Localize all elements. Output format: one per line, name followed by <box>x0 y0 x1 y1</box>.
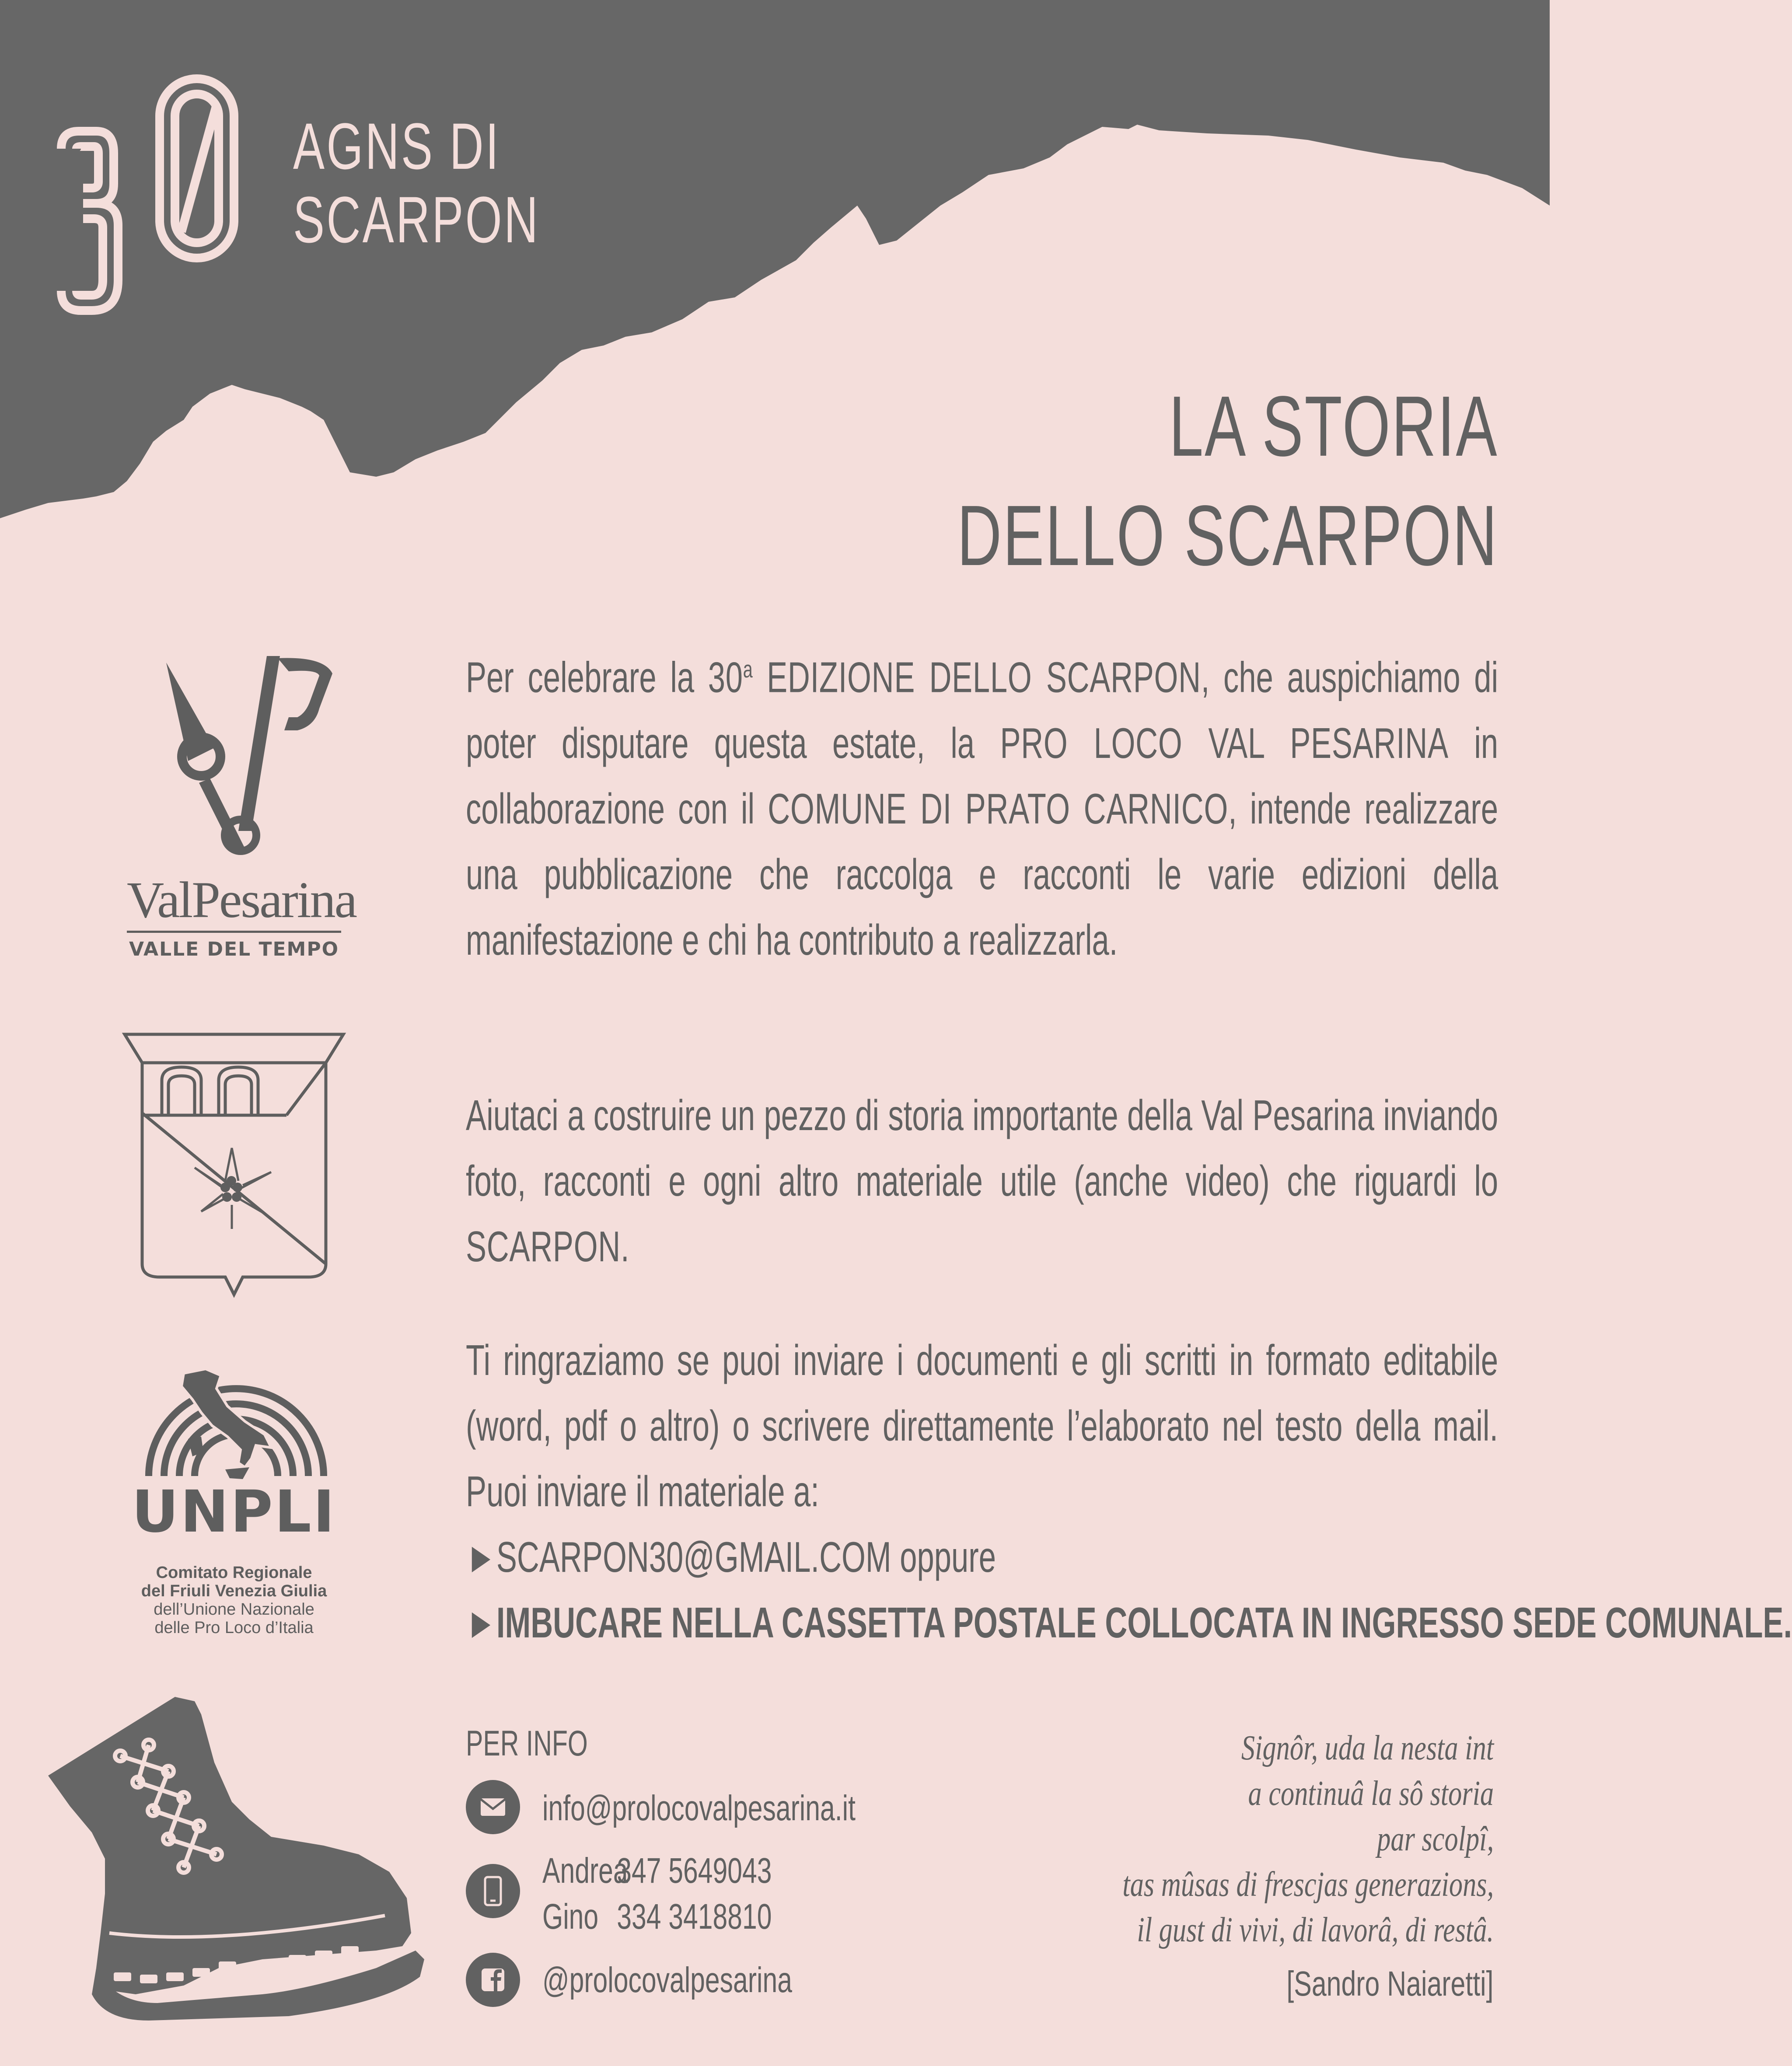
logo-line-2: SCARPON <box>293 183 540 256</box>
unpli-sub-line: del Friuli Venezia Giulia <box>141 1582 327 1600</box>
scarpon-name: SCARPON <box>466 1222 621 1270</box>
info-heading: PER INFO <box>466 1724 588 1763</box>
info-email-link[interactable]: info@prolocovalpesarina.it <box>542 1788 856 1828</box>
contact-phone[interactable]: 347 5649043 <box>617 1851 772 1891</box>
email-suffix: oppure <box>891 1533 996 1581</box>
edition-number: 30 <box>708 653 743 701</box>
bullet-marker: ► <box>466 1598 496 1647</box>
proloco-name: PRO LOCO VAL PESARINA <box>1000 719 1449 767</box>
unpli-italy-rainbow-logo <box>140 1365 332 1483</box>
contact-name: Gino <box>542 1897 599 1937</box>
logo-tagline <box>293 109 540 256</box>
poem-quote <box>1122 1725 1494 1953</box>
quote-line: a continuâ la sô storia <box>1248 1774 1494 1813</box>
bullet-marker: ► <box>466 1533 496 1581</box>
thanks-paragraph: Ti ringraziamo se puoi inviare i documenti e gli scritti in formato editabile (word, pdf o altro) o scrivere direttamente l’elaborato nel testo della mail. Puoi inviare il materiale a: <box>466 1336 1499 1515</box>
valpesarina-divider <box>127 931 341 933</box>
help-paragraph <box>466 1082 1498 1279</box>
email-bullet <box>466 1524 996 1590</box>
edition-superscript: a <box>743 656 753 683</box>
edition-label: EDIZIONE DELLO SCARPON <box>752 653 1201 701</box>
logo-line-1: AGNS DI <box>293 109 501 183</box>
valpesarina-tagline: VALLE DEL TEMPO <box>129 938 339 960</box>
page-title <box>957 372 1498 590</box>
contacts-list <box>542 1848 772 1940</box>
title-line-2: DELLO SCARPON <box>957 488 1498 583</box>
facebook-icon <box>466 1953 520 2007</box>
valpesarina-wordmark: ValPesarina <box>127 871 356 928</box>
quote-line: par scolpî, <box>1377 1820 1494 1858</box>
help-text-end: . <box>620 1222 629 1270</box>
mountain-boot-illustration <box>44 1688 429 2021</box>
prato-carnico-coat-of-arms <box>120 1032 348 1303</box>
quote-line: tas mûsas di frescjas generazions, <box>1122 1865 1494 1904</box>
facebook-handle-link[interactable]: @prolocovalpesarina <box>542 1960 792 2000</box>
quote-author: [Sandro Naiaretti] <box>1286 1964 1494 2003</box>
intro-text-2: , che auspichiamo di poter disputare questa estate, la <box>466 653 1499 767</box>
contact-phone[interactable]: 334 3418810 <box>617 1897 772 1937</box>
submission-email-link[interactable]: SCARPON30@GMAIL.COM <box>496 1533 891 1581</box>
unpli-subtitle <box>131 1563 337 1637</box>
title-line-1: LA STORIA <box>1169 378 1498 474</box>
intro-paragraph <box>466 636 1498 973</box>
intro-text-1: Per celebrare la <box>466 653 708 701</box>
envelope-icon <box>466 1780 520 1834</box>
mailbox-bullet <box>466 1590 1792 1655</box>
unpli-wordmark: UNPLI <box>132 1478 336 1546</box>
valpesarina-compass-logo <box>157 647 341 866</box>
unpli-sub-line: dell’Unione Nazionale <box>154 1600 314 1619</box>
comune-name: COMUNE DI PRATO CARNICO <box>768 784 1229 833</box>
help-text: Aiutaci a costruire un pezzo di storia importante della Val Pesarina inviando foto, racconti e ogni altro materiale utile (anche video) che riguardi lo <box>466 1091 1499 1205</box>
mailbox-instruction: IMBUCARE NELLA CASSETTA POSTALE COLLOCATA IN INGRESSO SEDE COMUNALE. <box>496 1598 1792 1647</box>
quote-line: il gust di vivi, di lavorâ, di restâ. <box>1137 1911 1494 1949</box>
unpli-sub-line: delle Pro Loco d’Italia <box>154 1619 314 1637</box>
intro-text-4: , intende realizzare una pubblicazione che raccolga e racconti le varie edizioni della manifestazione e chi ha contributo a realizzarla. <box>466 784 1499 964</box>
intro-text-3: in collaborazione con il <box>466 719 1499 833</box>
quote-line: Signôr, uda la nesta int <box>1241 1729 1494 1767</box>
contact-name: Andrea <box>542 1851 628 1891</box>
phone-icon <box>466 1864 520 1918</box>
unpli-sub-line: Comitato Regionale <box>156 1563 312 1582</box>
thirty-logo-graphic <box>48 74 276 337</box>
